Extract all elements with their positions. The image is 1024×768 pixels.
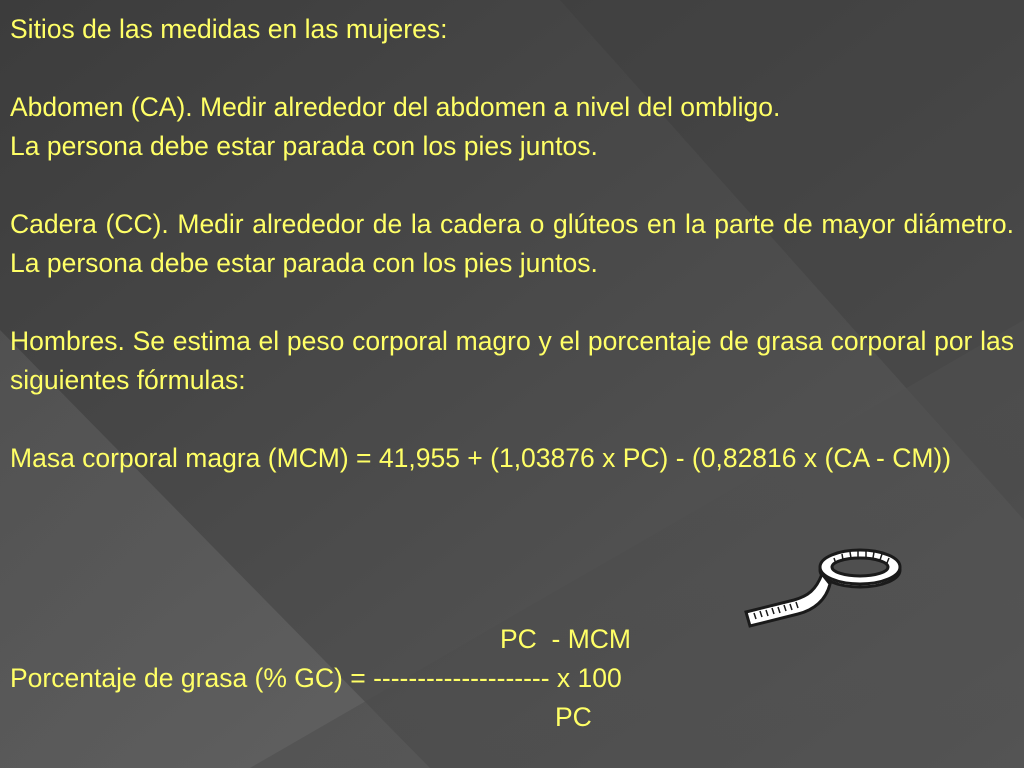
abdomen-line-2: La persona debe estar parada con los pies juntos.: [10, 131, 598, 161]
men-paragraph: Hombres. Se estima el peso corporal magro y el porcentaje de grasa corporal por las siguientes fórmulas:: [10, 326, 1014, 395]
fat-percentage-formula: [10, 620, 1010, 737]
slide-body: [10, 10, 1014, 478]
abdomen-line-1: Abdomen (CA). Medir alrededor del abdomen a nivel del ombligo.: [10, 92, 781, 122]
measuring-tape-icon: [738, 540, 906, 630]
lean-mass-formula: Masa corporal magra (MCM) = 41,955 + (1,03876 x PC) - (0,82816 x (CA - CM)): [10, 443, 952, 473]
fat-formula-numerator: PC - MCM: [500, 624, 632, 654]
fat-formula-denominator: PC: [555, 702, 592, 732]
women-heading: Sitios de las medidas en las mujeres:: [10, 14, 448, 44]
hip-paragraph: Cadera (CC). Medir alrededor de la cadera o glúteos en la parte de mayor diámetro. La persona debe estar parada con los pies juntos.: [10, 209, 1014, 278]
fat-formula-main: Porcentaje de grasa (% GC) = -------------------- x 100: [10, 663, 622, 693]
abdomen-paragraph: [10, 88, 1014, 166]
